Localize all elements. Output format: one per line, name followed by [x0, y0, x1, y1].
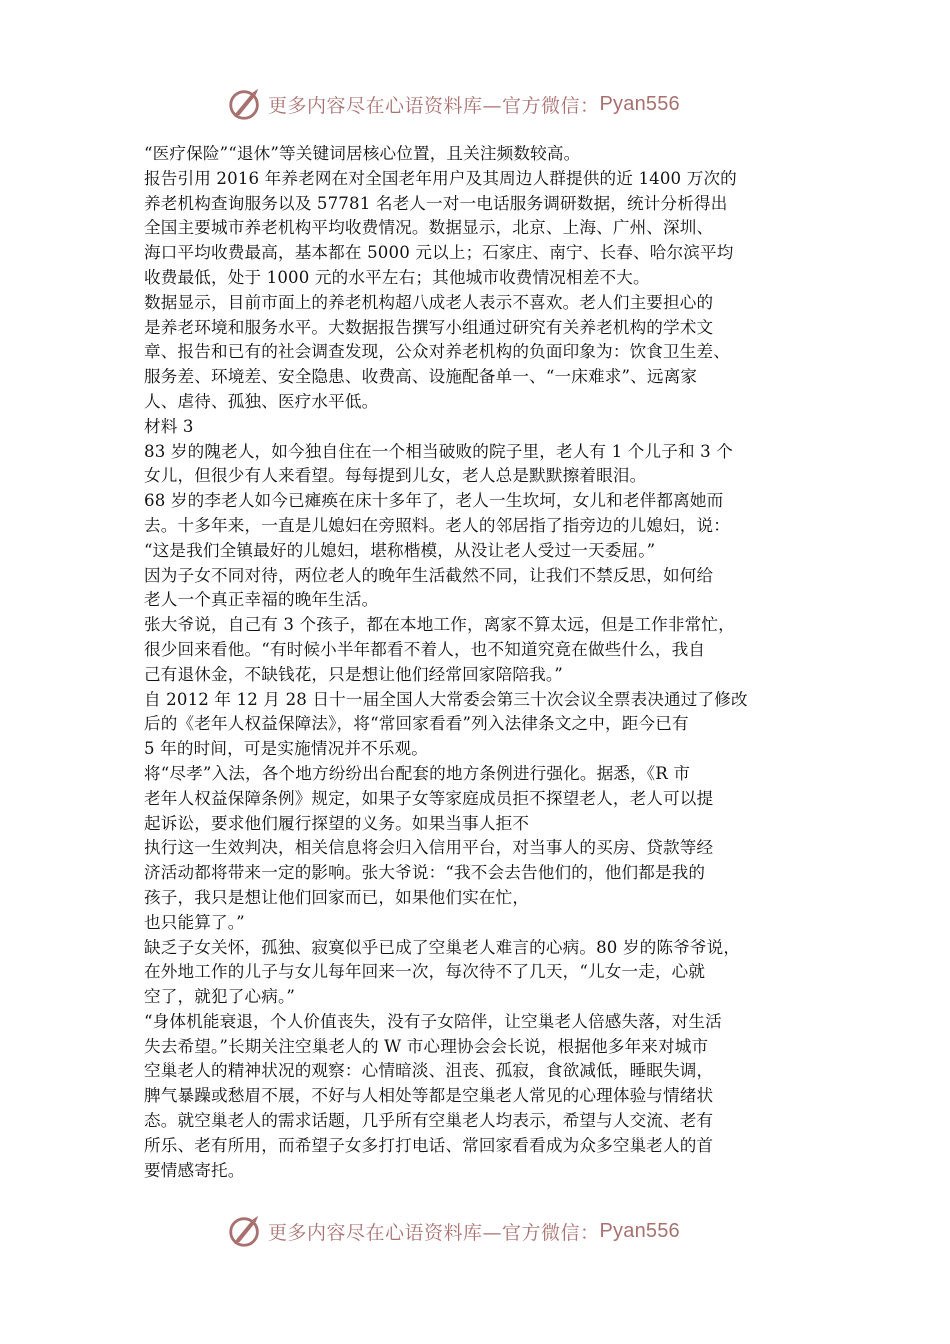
footer-watermark: [226, 1211, 680, 1251]
paragraph-regulation: 将“尽孝”入法，各个地方纷纷出台配套的地方条例进行强化。据悉，《R 市 老年人权益保障条例》规定，如果子女等家庭成员拒不探望老人，老人可以提 起诉讼，要求他们履行探望的义务。如果当事人拒不: [144, 763, 714, 833]
paragraph-wei-elder: 83 岁的隗老人，如今独自住在一个相当破败的院子里，老人有 1 个儿子和 3 个 女儿，但很少有人来看望。每每提到儿女，老人总是默默擦着眼泪。: [144, 441, 734, 486]
paragraph-reflection: 因为子女不同对待，两位老人的晚年生活截然不同，让我们不禁反思，如何给 老人一个真正幸福的晚年生活。: [144, 565, 714, 610]
watermark-wechat-id: Pyan556: [599, 1219, 680, 1242]
paragraph-grandpa-chen: 缺乏子女关怀，孤独、寂寞似乎已成了空巢老人难言的心病。80 岁的陈爷爷说， 在外地工作的儿子与女儿每年回来一次，每次待不了几天，“儿女一走，心就 空了，就犯了心病。”: [144, 937, 741, 1007]
document-body: [144, 142, 812, 1183]
paragraph-give-up: 也只能算了。”: [144, 912, 245, 932]
paragraph-keywords: “医疗保险”“退休”等关键词居核心位置，且关注频数较高。: [144, 144, 581, 163]
paragraph-negative-impression: 数据显示，目前市面上的养老机构超八成老人表示不喜欢。老人们主要担心的 是养老环境和服务水平。大数据报告撰写小组通过研究有关养老机构的学术文 章、报告和已有的社会调查发现，公众对养老机构的负面印象为：饮食卫生差、 服务差、环境差、安全隐患、收费高、设施配备单一、“一床难求”、远离家 人、虐待、孤独、医疗水平低。: [144, 292, 731, 411]
section-heading-material-3: 材料 3: [144, 416, 194, 436]
paragraph-law: 自 2012 年 12 月 28 日十一届全国人大常委会第三十次会议全票表决通过了修改 后的《老年人权益保障法》，将“常回家看看”列入法律条文之中，距今已有 5 年的时间，可是实施情况并不乐观。: [144, 689, 748, 759]
paragraph-uncle-zhang: 张大爷说，自己有 3 个孩子，都在本地工作，离家不算太远，但是工作非常忙， 很少回来看他。“有时候小半年都看不着人，也不知道究竟在做些什么，我自 己有退休金，不缺钱花，只是想让他们经常回家陪陪我。”: [144, 615, 735, 684]
paragraph-psychology: “身体机能衰退，个人价值丧失，没有子女陪伴，让空巢老人倍感失落，对生活 失去希望。”长期关注空巢老人的 W 市心理协会会长说，根据他多年来对城市 空巢老人的精神状况的观察：心情暗淡、沮丧、孤寂，食欲减低，睡眠失调， 脾气暴躁或愁眉不展，不好与人相处等都是空巢老人常见的心理体验与情绪状 态。就空巢老人的需求话题，几乎所有空巢老人均表示，希望与人交流、老有 所乐、老有所用，而希望子女多打打电话、常回家看看成为众多空巢老人的首 要情感寄托。: [144, 1011, 722, 1180]
watermark-text: 更多内容尽在心语资料库—官方微信：: [268, 94, 600, 117]
watermark-wechat-id: Pyan556: [599, 92, 680, 115]
paragraph-li-elder: 68 岁的李老人如今已瘫痪在床十多年了，老人一生坎坷，女儿和老伴都离她而 去。十多年来，一直是儿媳妇在旁照料。老人的邻居指了指旁边的儿媳妇，说： “这是我们全镇最好的儿媳妇，堪称楷模，从没让老人受过一天委屈。”: [144, 491, 731, 560]
quill-pen-logo-icon: [226, 1212, 264, 1250]
quill-pen-logo-icon: [226, 85, 264, 123]
header-watermark: [226, 84, 680, 124]
watermark-text: 更多内容尽在心语资料库—官方微信：: [268, 1221, 600, 1244]
paragraph-fees: 报告引用 2016 年养老网在对全国老年用户及其周边人群提供的近 1400 万次的 养老机构查询服务以及 57781 名老人一对一电话服务调研数据，统计分析得出 全国主要城市养老机构平均收费情况。数据显示，北京、上海、广州、深圳、 海口平均收费最高，基本都在 5000 元以上；石家庄、南宁、长春、哈尔滨平均 收费最低，处于 1000 元的水平左右；其他城市收费情况相差不大。: [144, 168, 737, 287]
paragraph-credit-platform: 执行这一生效判决，相关信息将会归入信用平台，对当事人的买房、贷款等经 济活动都将带来一定的影响。张大爷说：“我不会去告他们的，他们都是我的 孩子，我只是想让他们回家而已，如果他们实在忙，: [144, 838, 714, 907]
